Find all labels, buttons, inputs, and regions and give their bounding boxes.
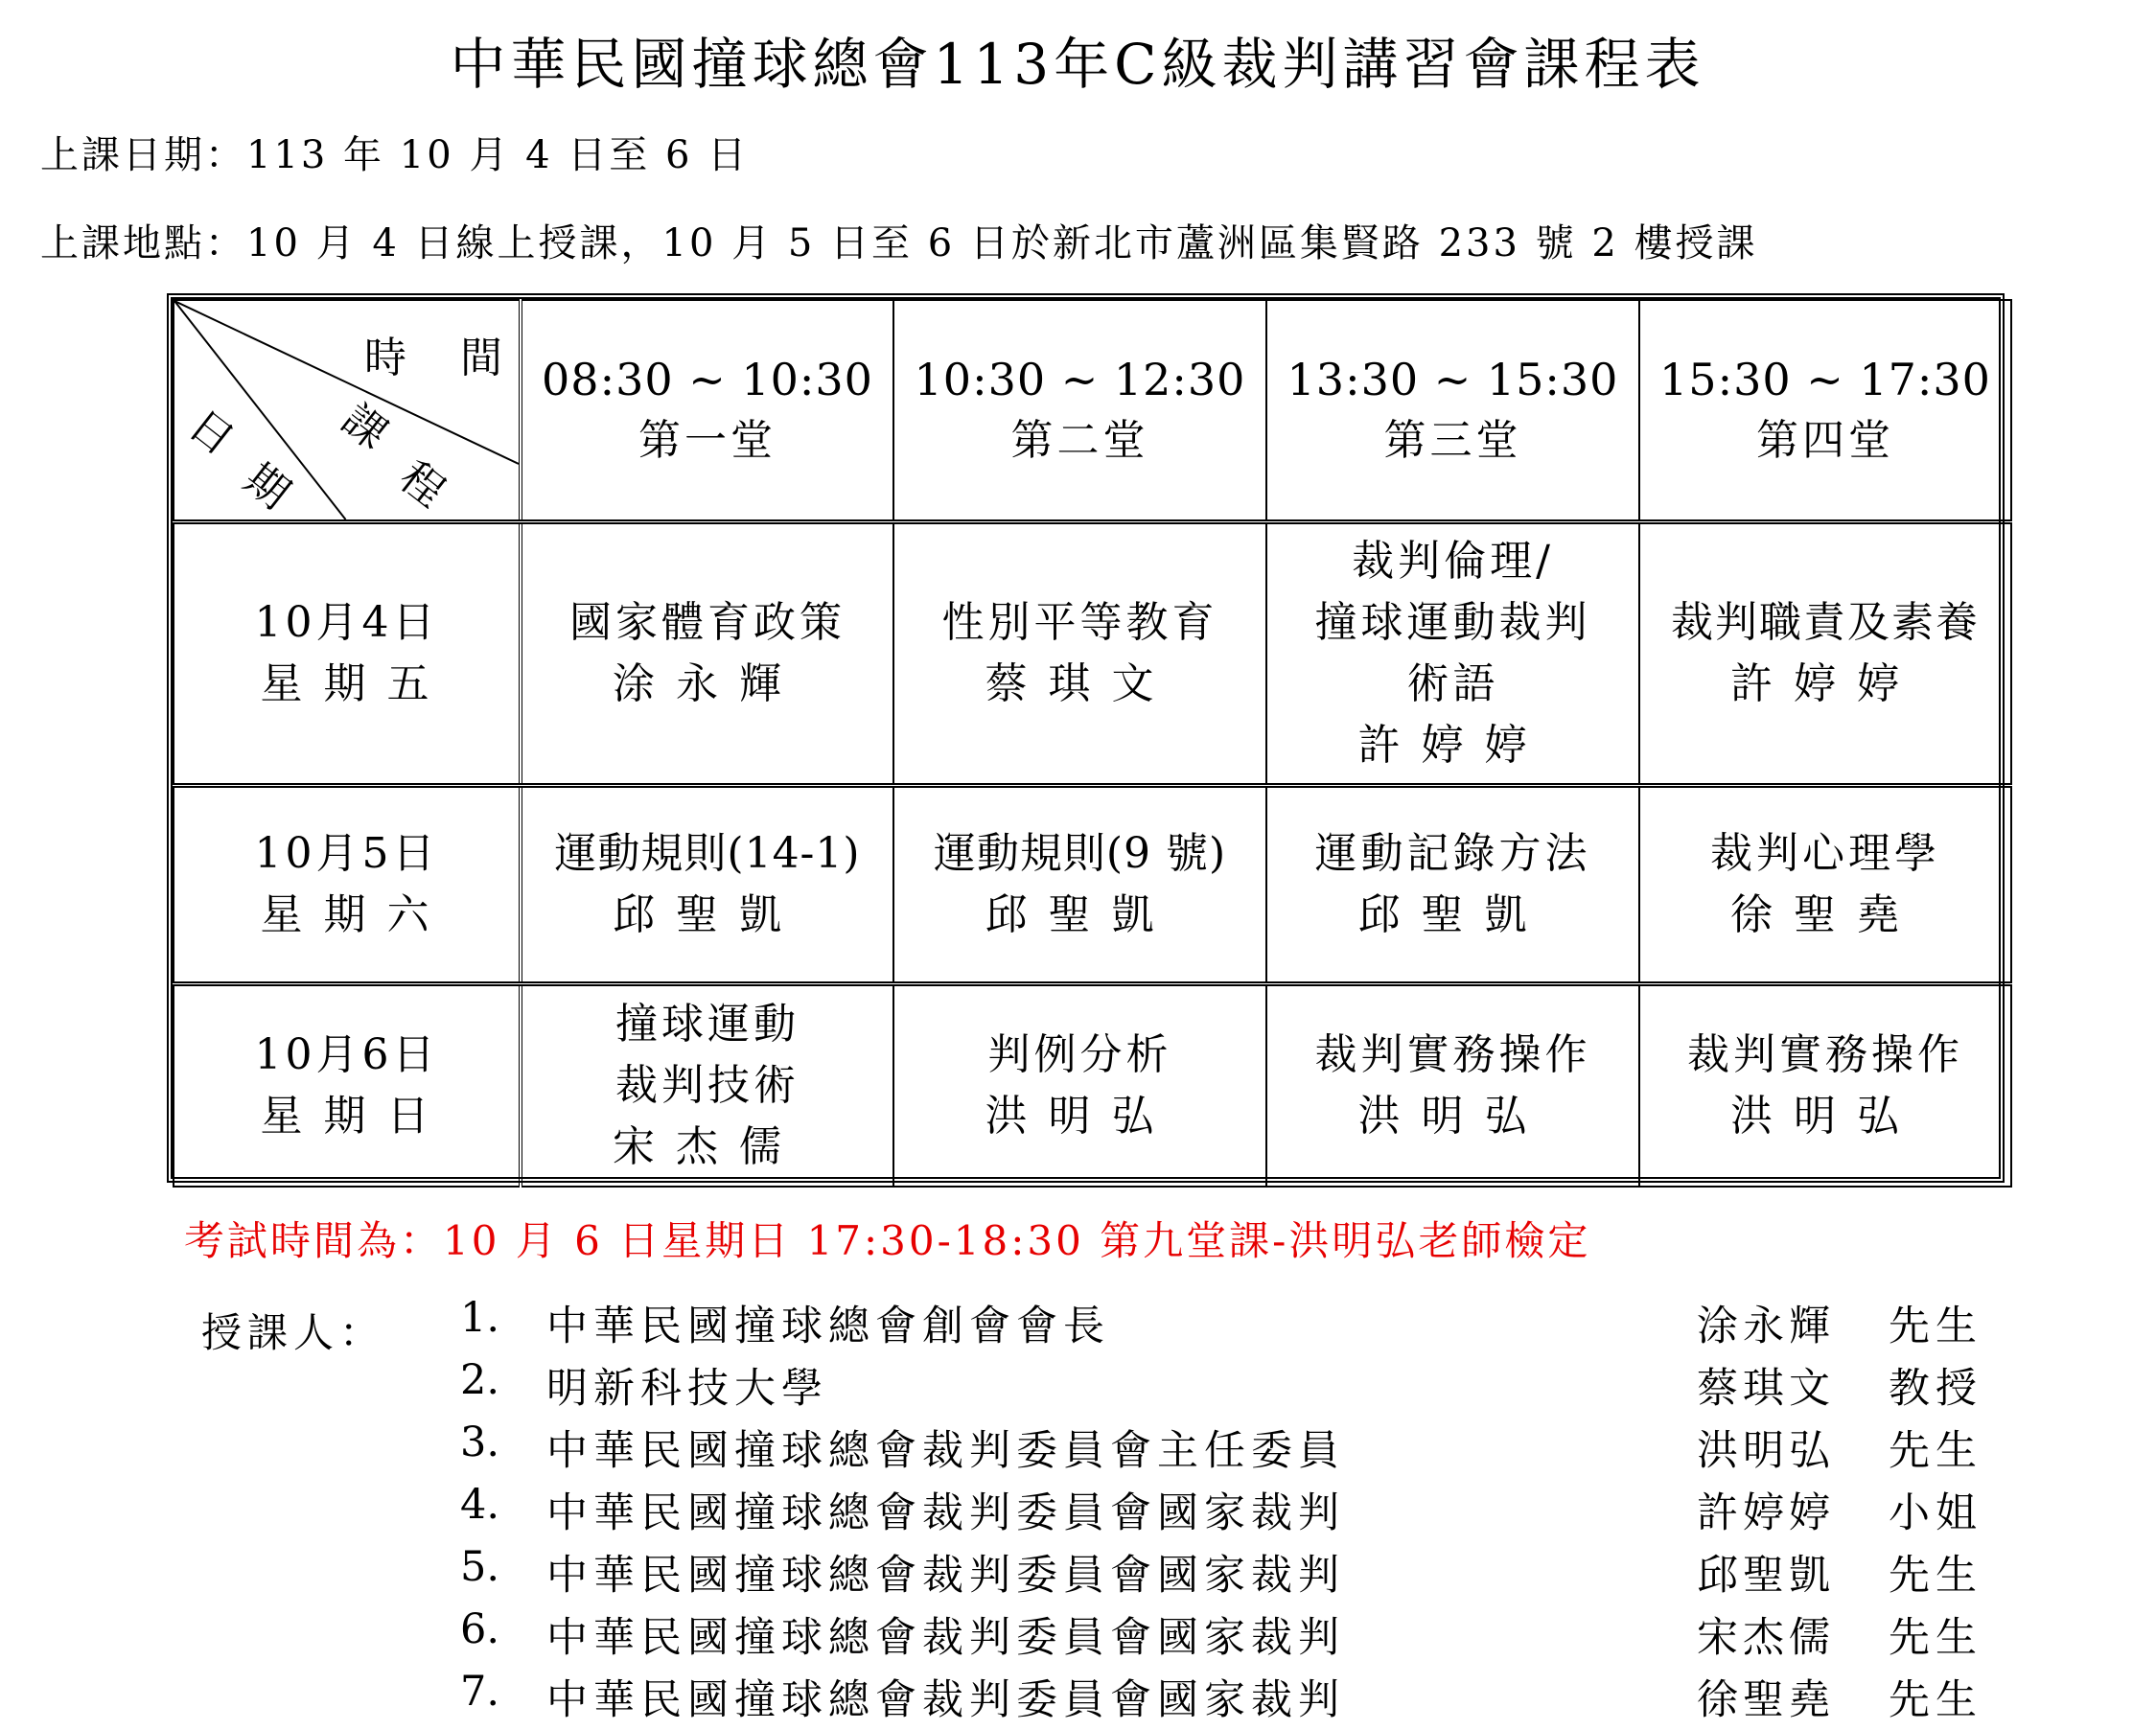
teacher-name: 許婷婷 [1357,721,1548,770]
teacher-name: 洪明弘 [1730,1092,1920,1141]
table-row [174,786,2011,984]
teacher-name: 洪明弘 [1357,1092,1548,1141]
corner-label-course-2: 程 [390,451,454,518]
instructor-org: 中華民國撞球總會創會會長 [546,1303,1110,1350]
session-cell [521,786,893,984]
corner-cell [174,300,521,522]
corner-label-date-2: 期 [235,453,299,519]
day-cell [174,984,521,1188]
schedule-header-row [174,300,2011,522]
corner-label-date-1: 日 [179,400,243,466]
item-number: 2. [460,1356,500,1404]
instructor-name: 宋杰儒 [1697,1614,1835,1662]
item-number: 5. [460,1543,500,1591]
period-time: 15:30 ~ 17:30 [1659,354,1991,405]
course-name: 判例分析 [987,1030,1172,1079]
period-header [1266,300,1639,522]
instructor-org: 中華民國撞球總會裁判委員會國家裁判 [546,1552,1345,1600]
session-cell [521,984,893,1188]
period-time: 10:30 ~ 12:30 [914,354,1246,405]
instructor-org: 明新科技大學 [546,1365,828,1413]
item-number: 4. [460,1481,500,1529]
list-item [460,1668,2090,1730]
course-place-line: 上課地點：10 月 4 日線上授課，10 月 5 日至 6 日於新北市蘆洲區集賢路 233 號 2 樓授課 [40,221,1758,265]
session-cell [893,786,1266,984]
period-header [1639,300,2011,522]
course-name-line: 術語 [1406,659,1499,708]
instructor-name: 涂永輝 [1697,1303,1835,1350]
list-item [460,1419,2090,1481]
teacher-name: 邱聖凱 [613,890,802,939]
period-header [521,300,893,522]
item-number: 1. [460,1294,500,1342]
teacher-name: 徐聖堯 [1730,890,1920,939]
teacher-name: 洪明弘 [985,1092,1175,1141]
course-date-line: 上課日期：113 年 10 月 4 日至 6 日 [40,133,750,177]
course-name-line: 撞球運動裁判 [1314,598,1591,647]
day-date: 10月6日 [254,1030,439,1079]
day-weekday: 星 期 六 [260,890,433,939]
period-time: 13:30 ~ 15:30 [1287,354,1619,405]
corner-label-time: 時 間 [364,334,508,382]
instructor-title: 先生 [1889,1303,1982,1350]
table-row [174,522,2011,786]
period-label: 第四堂 [1756,416,1894,465]
instructor-name: 蔡琪文 [1697,1365,1835,1413]
period-label: 第二堂 [1010,416,1149,465]
corner-label-course-1: 課 [333,394,397,460]
instructors-label: 授課人： [201,1309,386,1356]
day-cell [174,522,521,786]
session-cell [893,984,1266,1188]
course-name: 裁判心理學 [1710,829,1940,878]
instructor-title: 先生 [1889,1552,1982,1600]
day-weekday: 星 期 日 [260,1092,433,1141]
period-label: 第一堂 [638,416,777,465]
instructors-list [460,1294,2090,1730]
teacher-name: 蔡琪文 [985,659,1175,708]
instructor-org: 中華民國撞球總會裁判委員會國家裁判 [546,1614,1345,1662]
teacher-name: 邱聖凱 [985,890,1175,939]
list-item [460,1481,2090,1543]
list-item [460,1605,2090,1668]
list-item [460,1294,2090,1356]
course-name: 裁判職責及素養 [1671,598,1980,647]
session-cell [1266,984,1639,1188]
course-name-line: 裁判倫理/ [1352,537,1554,586]
teacher-name: 涂永輝 [613,659,802,708]
session-cell [1639,786,2011,984]
session-cell [1266,786,1639,984]
teacher-name: 宋杰儒 [613,1122,802,1171]
instructor-name: 洪明弘 [1697,1427,1835,1475]
session-cell [893,522,1266,786]
instructor-title: 教授 [1889,1365,1982,1413]
instructor-name: 徐聖堯 [1697,1676,1835,1724]
day-date: 10月5日 [254,829,439,878]
list-item [460,1356,2090,1419]
item-number: 6. [460,1605,500,1653]
instructor-name: 許婷婷 [1697,1489,1835,1537]
instructor-title: 小姐 [1889,1489,1982,1537]
item-number: 7. [460,1668,500,1716]
instructor-title: 先生 [1889,1676,1982,1724]
list-item [460,1543,2090,1605]
session-cell [1639,984,2011,1188]
course-name: 國家體育政策 [569,598,846,647]
instructor-org: 中華民國撞球總會裁判委員會國家裁判 [546,1489,1345,1537]
instructor-title: 先生 [1889,1427,1982,1475]
session-cell [521,522,893,786]
teacher-name: 許婷婷 [1730,659,1920,708]
instructor-org: 中華民國撞球總會裁判委員會國家裁判 [546,1676,1345,1724]
exam-note: 考試時間為：10 月 6 日星期日 17:30-18:30 第九堂課-洪明弘老師檢定 [184,1217,1591,1264]
day-date: 10月4日 [254,598,439,647]
schedule-table [167,293,2005,1183]
course-name: 運動記錄方法 [1314,829,1591,878]
instructor-title: 先生 [1889,1614,1982,1662]
session-cell [1639,522,2011,786]
course-name-line: 撞球運動 [615,1000,800,1049]
session-cell [1266,522,1639,786]
course-name: 性別平等教育 [941,598,1218,647]
period-time: 08:30 ~ 10:30 [542,354,873,405]
period-header [893,300,1266,522]
day-weekday: 星 期 五 [260,659,433,708]
course-name-line: 裁判技術 [615,1061,800,1110]
course-name: 運動規則(14-1) [554,829,861,878]
item-number: 3. [460,1419,500,1466]
page-title: 中華民國撞球總會113年C級裁判講習會課程表 [450,32,1705,97]
instructor-org: 中華民國撞球總會裁判委員會主任委員 [546,1427,1345,1475]
course-name: 裁判實務操作 [1687,1030,1963,1079]
table-row [174,984,2011,1188]
instructor-name: 邱聖凱 [1697,1552,1835,1600]
teacher-name: 邱聖凱 [1357,890,1548,939]
period-label: 第三堂 [1383,416,1522,465]
day-cell [174,786,521,984]
course-name: 裁判實務操作 [1314,1030,1591,1079]
course-name: 運動規則(9 號) [933,829,1227,878]
